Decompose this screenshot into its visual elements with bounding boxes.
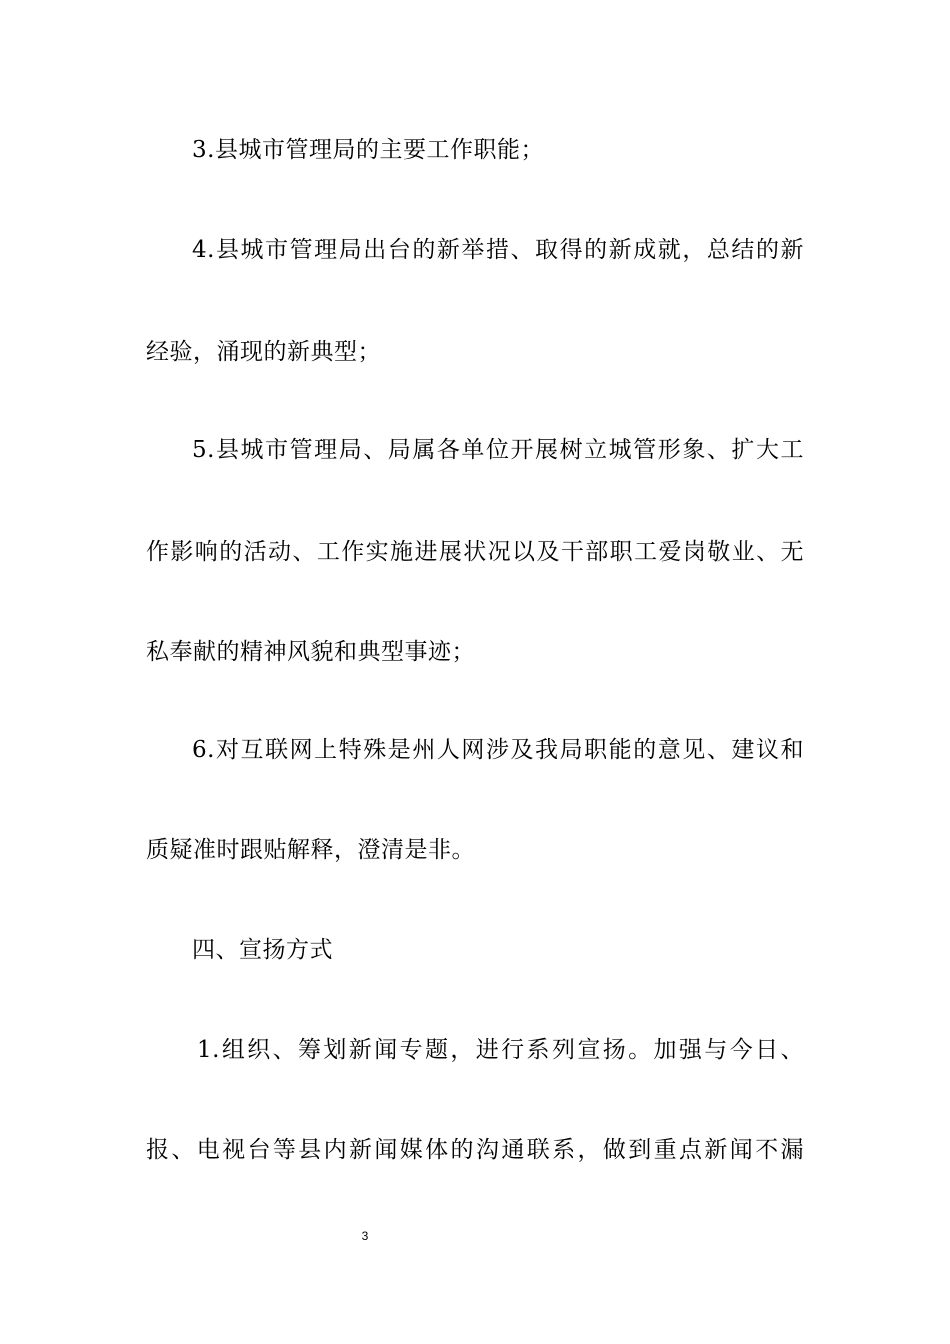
paragraph-line (0, 730, 950, 770)
paragraph-text: 经验，涌现的新典型； (146, 339, 381, 365)
paragraph-text: 4.县城市管理局出台的新举措、取得的新成就，总结的新 (192, 237, 804, 263)
section-heading-text: 四、宣扬方式 (192, 937, 333, 963)
paragraph-line (0, 332, 950, 372)
paragraph-text: 作影响的活动、工作实施进展状况以及干部职工爱岗敬业、无 (146, 539, 804, 565)
paragraph-line (0, 830, 950, 870)
section-heading (0, 930, 950, 970)
paragraph-line (0, 632, 950, 672)
paragraph-text: 3.县城市管理局的主要工作职能； (192, 137, 544, 163)
paragraph-line (0, 532, 950, 572)
paragraph-text: 5.县城市管理局、局属各单位开展树立城管形象、扩大工 (192, 437, 804, 463)
paragraph-line (0, 130, 950, 170)
page-number: 3 (361, 1229, 369, 1243)
paragraph-text: 报、电视台等县内新闻媒体的沟通联系，做到重点新闻不漏 (146, 1137, 804, 1163)
paragraph-line (0, 1130, 950, 1170)
paragraph-text: 质疑准时跟贴解释，澄清是非。 (146, 837, 475, 863)
paragraph-text: 6.对互联网上特殊是州人网涉及我局职能的意见、建议和 (192, 737, 804, 763)
paragraph-text: 1.组织、筹划新闻专题，进行系列宣扬。加强与今日、 (197, 1037, 804, 1063)
paragraph-line (0, 430, 950, 470)
paragraph-text: 私奉献的精神风貌和典型事迹； (146, 639, 475, 665)
paragraph-line (0, 230, 950, 270)
paragraph-line (0, 1030, 950, 1070)
